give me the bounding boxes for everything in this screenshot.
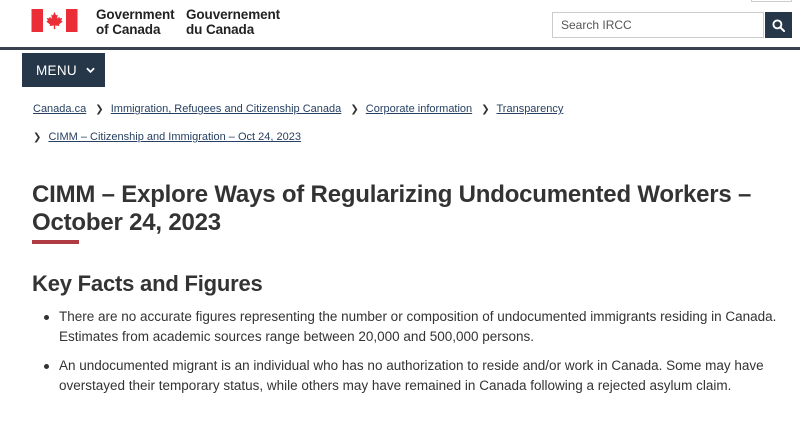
chevron-right-icon: ❯ — [95, 104, 104, 115]
title-underline — [32, 240, 79, 244]
site-header — [0, 0, 800, 50]
breadcrumb-cimm[interactable]: CIMM – Citizenship and Immigration – Oct 24, 2023 — [48, 131, 301, 143]
search-input[interactable] — [552, 12, 764, 38]
list-item: There are no accurate figures representing the number or composition of undocumented immigrants residing in Canada. Estimates from academic sources range between 20,000 and 500,000 persons. — [32, 307, 782, 347]
chevron-right-icon: ❯ — [481, 104, 490, 115]
list-item: An undocumented migrant is an individual who has no authorization to reside and/or work in Canada. Some may have overstayed their temporary status, while others may have remained in Canada following a rejected asylum claim. — [32, 356, 782, 396]
breadcrumb-ircc[interactable]: Immigration, Refugees and Citizenship Canada — [110, 103, 342, 115]
key-facts-list — [32, 307, 782, 405]
gov-fr-line2: du Canada — [186, 22, 255, 37]
chevron-down-icon — [86, 67, 95, 74]
breadcrumb-row-1 — [33, 103, 563, 115]
gov-fr-line1: Gouvernement — [186, 7, 281, 22]
language-toggle-edge — [751, 0, 792, 2]
page-title: CIMM – Explore Ways of Regularizing Undocumented Workers – October 24, 2023 — [32, 181, 752, 236]
breadcrumb-corporate-information[interactable]: Corporate information — [365, 103, 473, 115]
gov-en-line1: Government — [96, 7, 175, 22]
chevron-right-icon: ❯ — [33, 132, 42, 143]
menu-button[interactable] — [22, 53, 105, 87]
search-icon — [772, 19, 785, 32]
canada-flag-icon[interactable] — [31, 9, 78, 32]
gouvernement-du-canada-wordmark[interactable] — [186, 7, 280, 37]
breadcrumb-transparency[interactable]: Transparency — [496, 103, 564, 115]
breadcrumb-row-2 — [33, 131, 301, 143]
breadcrumb-canada-ca[interactable]: Canada.ca — [33, 103, 87, 115]
search-form — [552, 12, 792, 38]
menu-label: MENU — [36, 62, 77, 78]
section-heading-key-facts: Key Facts and Figures — [32, 271, 263, 296]
chevron-right-icon: ❯ — [350, 104, 359, 115]
search-button[interactable] — [765, 12, 792, 38]
government-of-canada-wordmark[interactable] — [96, 7, 175, 37]
gov-en-line2: of Canada — [96, 22, 161, 37]
